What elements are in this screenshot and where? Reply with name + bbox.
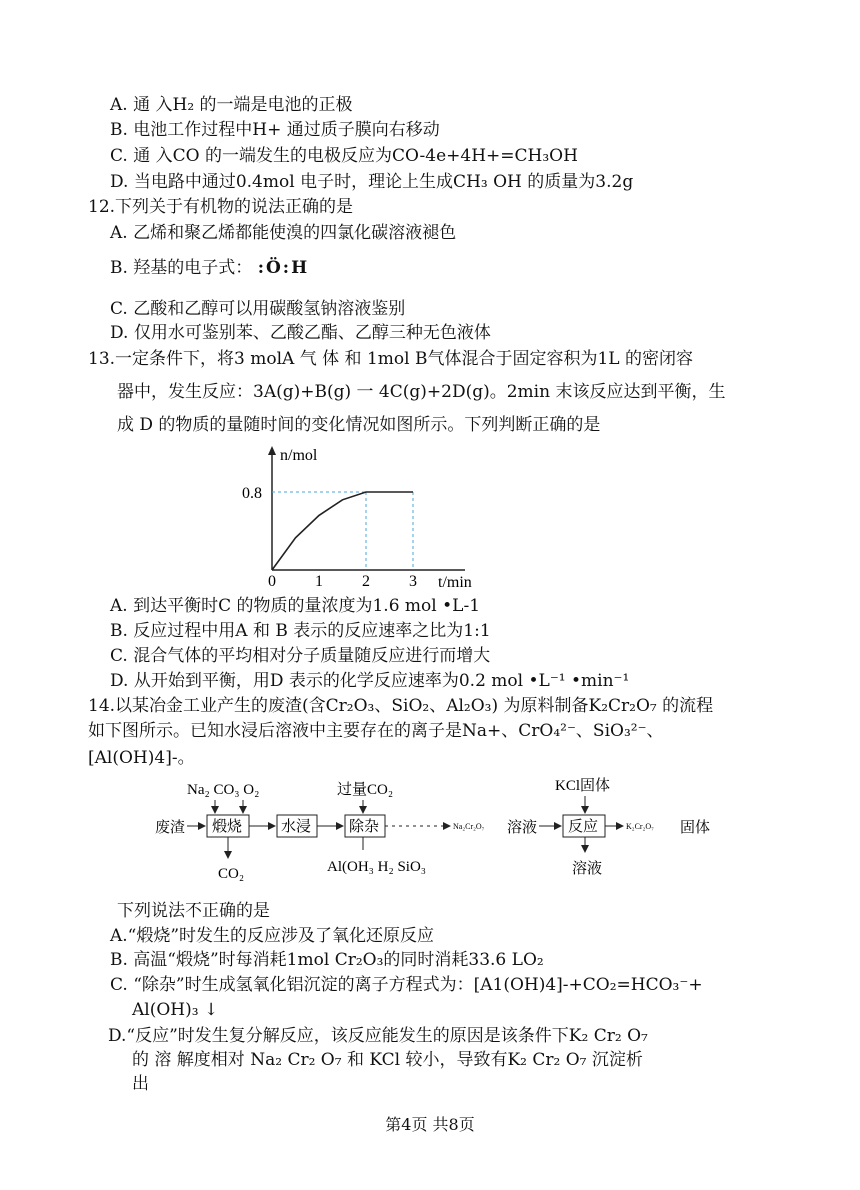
q14-option-b: B. 高温“煅烧”时每消耗1mol Cr₂O₃的同时消耗33.6 LO₂ <box>110 950 544 970</box>
flow-out-co2: CO₂ <box>218 866 245 882</box>
q13-stem-line-3: 成 D 的物质的量随时间的变化情况如图所示。下列判断正确的是 <box>117 415 601 435</box>
q14-sub-stem: 下列说法不正确的是 <box>117 901 270 921</box>
q14-option-a: A.“煅烧”时发生的反应涉及了氧化还原反应 <box>110 926 435 946</box>
flow-reagent-kcl: KCl固体 <box>555 778 611 794</box>
x-tick-label: 2 <box>362 573 370 590</box>
q13-stem-line-2: 器中，发生反应：3A(g)+B(g) 一 4C(g)+2D(g)。2min 末该反应达到平衡，生 <box>117 382 726 402</box>
q14-option-d-line-3: 出 <box>132 1074 149 1094</box>
flow-step-purify-label: 除杂 <box>349 819 380 835</box>
process-flow-diagram <box>145 772 725 887</box>
q14-option-d-line-2: 的 溶 解度相对 Na₂ Cr₂ O₇ 和 KCl 较小，导致有K₂ Cr₂ O₇ 沉淀析 <box>132 1050 643 1070</box>
flow-step-calcine-label: 煅烧 <box>212 819 243 835</box>
y-axis-label: n/mol <box>280 447 318 464</box>
flow-out-precipitates: Al(OH₃ H₂ SiO₃ <box>327 859 427 875</box>
flow-reagent-co2: 过量CO₂ <box>337 782 394 798</box>
q11-option-d: D. 当电路中通过0.4mol 电子时，理论上生成CH₃ OH 的质量为3.2g <box>110 172 634 192</box>
q13-stem-line-1: 13.一定条件下，将3 molA 气 体 和 1mol B气体混合于固定容积为1L 的密闭容 <box>88 349 693 369</box>
q14-stem-line-2: 如下图所示。已知水浸后溶液中主要存在的离子是Na+、CrO₄²⁻、SiO₃²⁻、 <box>88 721 664 741</box>
flow-product-k2cr2o7: K₂Cr₂O₇ <box>626 822 654 831</box>
q14-option-c-line-2: Al(OH)₃ ↓ <box>132 1000 219 1020</box>
q12-option-b <box>110 257 309 279</box>
q13-option-d: D. 从开始到平衡，用D 表示的化学反应速率为0.2 mol •L⁻¹ •min⁻¹ <box>110 671 630 691</box>
flow-product-state: 固体 <box>680 820 711 836</box>
d-amount-vs-time-chart <box>230 440 490 590</box>
flow-step-react-label: 反应 <box>568 819 599 835</box>
q14-option-d-line-1: D.“反应”时发生复分解反应，该反应能发生的原因是该条件下K₂ Cr₂ O₇ <box>108 1026 648 1046</box>
q12-option-d: D. 仅用水可鉴别苯、乙酸乙酯、乙醇三种无色液体 <box>110 323 491 343</box>
hydroxyl-electron-formula: :Ö:H <box>257 258 310 278</box>
page-footer: 第4页 共8页 <box>385 1115 475 1134</box>
y-tick-label: 0.8 <box>242 485 262 502</box>
q11-option-b: B. 电池工作过程中H+ 通过质子膜向右移动 <box>110 120 440 140</box>
q12-stem: 12.下列关于有机物的说法正确的是 <box>88 197 354 217</box>
x-tick-label: 0 <box>268 573 276 590</box>
q12-option-c: C. 乙酸和乙醇可以用碳酸氢钠溶液鉴别 <box>110 299 406 319</box>
flow-out-solution: 溶液 <box>572 861 603 877</box>
series-line <box>272 492 413 570</box>
flow-product-na2cr2o7: Na₂Cr₂O₇ <box>453 822 485 831</box>
q13-option-b: B. 反应过程中用A 和 B 表示的反应速率之比为1:1 <box>110 621 491 641</box>
q12-option-b-label: B. 羟基的电子式： <box>110 258 253 278</box>
x-tick-label: 1 <box>315 573 323 590</box>
y-axis-arrow <box>268 446 276 455</box>
flow-input-waste: 废渣 <box>155 820 186 836</box>
q12-option-a: A. 乙烯和聚乙烯都能使溴的四氯化碳溶液褪色 <box>110 223 457 243</box>
q13-option-a: A. 到达平衡时C 的物质的量浓度为1.6 mol •L-1 <box>110 596 481 616</box>
q14-option-c-line-1: C. “除杂”时生成氢氧化铝沉淀的离子方程式为：[A1(OH)4]-+CO₂=HCO₃⁻+ <box>110 975 703 995</box>
flow-input-solution: 溶液 <box>507 820 538 836</box>
flow-step-leach-label: 水浸 <box>281 819 312 835</box>
flow-reagent-na2co3-o2: Na₂ CO₃ O₂ <box>187 782 260 798</box>
x-axis-label: t/min <box>438 574 472 590</box>
q13-option-c: C. 混合气体的平均相对分子质量随反应进行而增大 <box>110 646 491 666</box>
q14-stem-line-1: 14.以某冶金工业产生的废渣(含Cr₂O₃、SiO₂、Al₂O₃) 为原料制备K₂Cr₂O₇ 的流程 <box>88 696 714 716</box>
x-tick-label: 3 <box>409 573 417 590</box>
q14-stem-line-3: [Al(OH)4]-。 <box>88 748 195 768</box>
q11-option-a: A. 通 入H₂ 的一端是电池的正极 <box>110 95 353 115</box>
q11-option-c: C. 通 入CO 的一端发生的电极反应为CO-4e+4H+=CH₃OH <box>110 146 578 166</box>
